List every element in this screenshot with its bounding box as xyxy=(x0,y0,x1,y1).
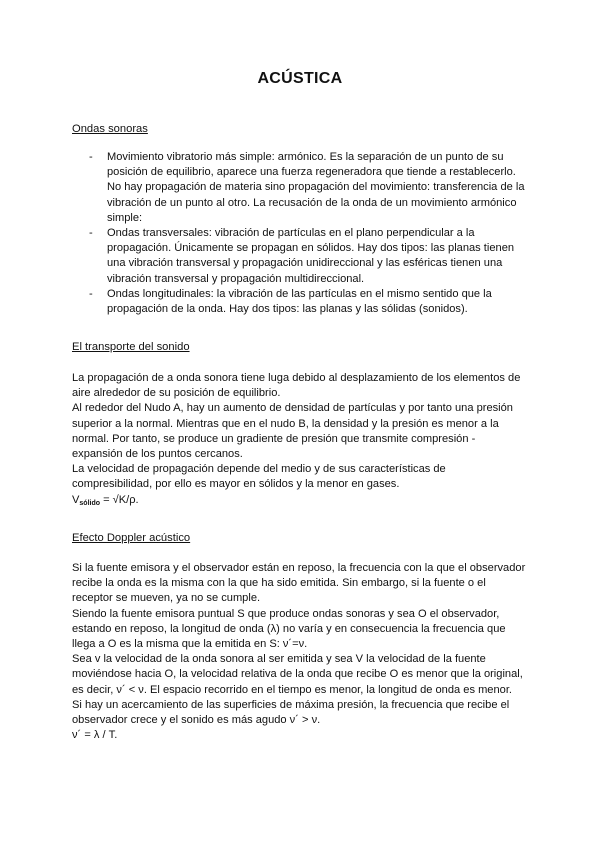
text-line: expansión de los puntos cercanos. xyxy=(72,448,243,461)
bullet-dash: - xyxy=(89,151,93,163)
text-line: aire alrededor de su posición de equilibrio. xyxy=(72,387,281,400)
text-line: Sea v la velocidad de la onda sonora al ser emitida y sea V la velocidad de la fuente xyxy=(72,653,486,666)
text-line: Si la fuente emisora y el observador están en reposo, la frecuencia con la que el observador xyxy=(72,562,526,574)
text-line: posición de equilibrio, aparece una fuerza regeneradora que tiende a restablecerlo. xyxy=(107,166,516,179)
text-line: Ondas transversales: vibración de partículas en el plano perpendicular a la xyxy=(107,227,475,240)
bullet-list xyxy=(72,150,542,317)
text-line: Ondas longitudinales: la vibración de las partículas en el mismo sentido que la xyxy=(107,287,492,300)
text-line: Si hay un acercamiento de las superficies de máxima presión, la frecuencia que recibe el xyxy=(72,698,510,711)
text-line: moviéndose hacia O, la velocidad relativa de la onda que recibe O es menor que la original, xyxy=(72,668,523,681)
document-title: ACÚSTICA xyxy=(257,70,343,87)
text-line: receptor se mueven, ya no se cumple. xyxy=(72,592,261,605)
bullet-dash: - xyxy=(89,287,93,300)
text-line: vibración de un punto al otro. La recusación de la onda de un movimiento armónico xyxy=(107,196,517,209)
text-line: una vibración transversal y propagación unidireccional y las esféricas tienen una xyxy=(107,257,503,270)
text-line: Siendo la fuente emisora puntual S que produce ondas sonoras y sea O el observador, xyxy=(72,607,500,620)
text-line: estando en reposo, la longitud de onda (λ) no varía y en consecuencia la frecuencia que xyxy=(72,622,506,635)
text-line: simple: xyxy=(107,211,143,224)
text-line: La velocidad de propagación depende del medio y de sus características de xyxy=(72,463,446,476)
text-line: normal. Por tanto, se produce un gradiente de presión que transmite compresión - xyxy=(72,432,476,445)
bullet-dash: - xyxy=(89,227,93,240)
text-line: Al rededor del Nudo A, hay un aumento de densidad de partículas y por tanto una presión xyxy=(72,402,513,415)
text-line: observador crece y el sonido es más agudo ν´ > ν. xyxy=(72,714,321,727)
formula-expression: = √K/ρ. xyxy=(100,493,139,506)
paragraph-doppler xyxy=(72,561,534,743)
text-line: No hay propagación de materia sino propagación del movimiento: transferencia de la xyxy=(107,181,525,194)
text-line: es decir, ν´ < ν. El espacio recorrido en el tiempo es menor, la longitud de onda es menor. xyxy=(72,683,512,696)
list-item xyxy=(72,150,542,226)
text-line: La propagación de a onda sonora tiene luga debido al desplazamiento de los elementos de xyxy=(72,372,521,384)
text-line: propagación de la onda. Hay dos tipos: las planas y las sólidas (sonidos). xyxy=(107,303,468,316)
text-line: vibración transversal y propagación multidireccional. xyxy=(107,272,365,285)
formula-subscript: sólido xyxy=(79,499,101,507)
text-line: ν´ = λ / T. xyxy=(72,729,118,742)
velocity-formula xyxy=(72,493,534,511)
text-line: propagación. Únicamente se propagan en sólidos. Hay dos tipos: las planas tienen xyxy=(107,242,515,255)
list-item xyxy=(72,287,542,317)
text-line: llega a O es la misma que la emitida en S: ν´=ν. xyxy=(72,638,308,651)
list-item xyxy=(72,226,542,287)
paragraph-transporte xyxy=(72,371,534,511)
text-line: Movimiento vibratorio más simple: armónico. Es la separación de un punto de su xyxy=(107,151,504,163)
text-line: superior a la normal. Mientras que en el nudo B, la densidad y la presión es menor a la xyxy=(72,417,499,430)
section-heading-efecto-doppler: Efecto Doppler acústico xyxy=(72,532,191,544)
text-line: recibe la onda es la misma con la que ha sido emitida. Sin embargo, si la fuente o el xyxy=(72,577,486,590)
text-line: compresibilidad, por ello es mayor en sólidos y la menor en gases. xyxy=(72,478,400,491)
section-heading-transporte-sonido: El transporte del sonido xyxy=(72,341,190,353)
formula-variable: V xyxy=(72,493,80,506)
section-heading-ondas-sonoras: Ondas sonoras xyxy=(72,123,148,135)
